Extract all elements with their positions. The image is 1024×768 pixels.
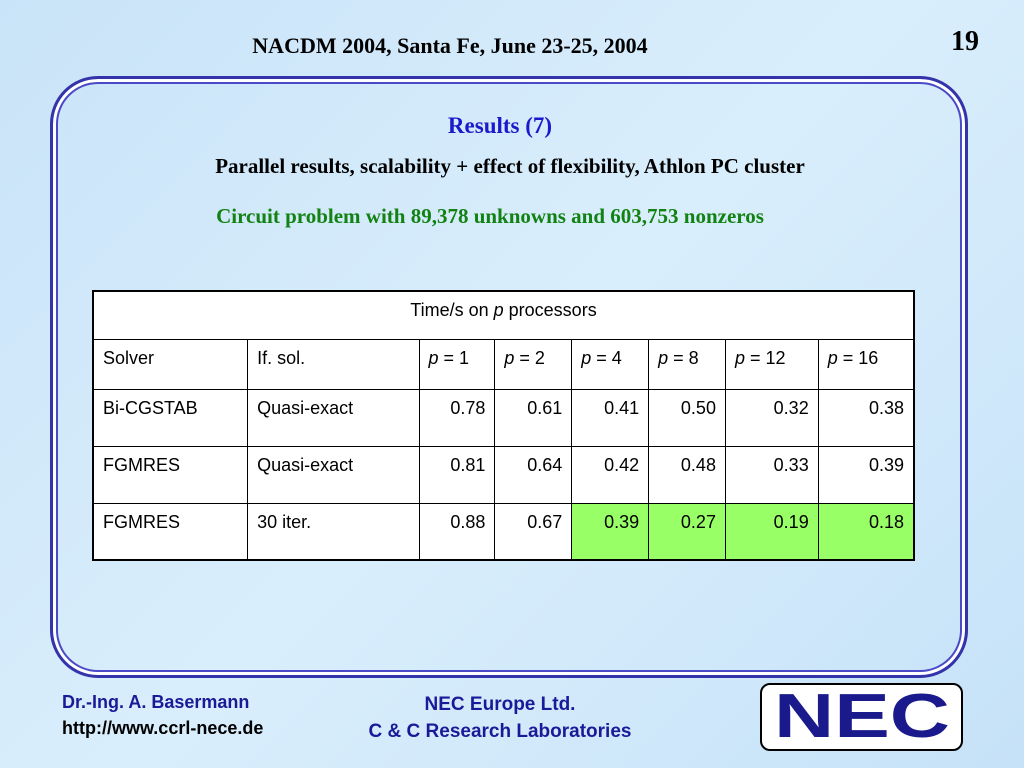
time-cell: 0.88 bbox=[419, 503, 495, 560]
conference-title: NACDM 2004, Santa Fe, June 23-25, 2004 bbox=[252, 33, 648, 58]
table-row bbox=[93, 389, 914, 446]
nec-logo-text: NEC bbox=[773, 690, 950, 744]
table-caption-row bbox=[93, 291, 914, 339]
table-row bbox=[93, 503, 914, 560]
footer-lab: C & C Research Laboratories bbox=[368, 721, 632, 742]
p-variable: p bbox=[827, 347, 838, 368]
time-cell: 0.78 bbox=[419, 389, 495, 446]
slide-number: 19 bbox=[951, 26, 979, 57]
p-count: = 12 bbox=[744, 347, 786, 368]
footer-author: Dr.-Ing. A. Basermann bbox=[62, 692, 250, 712]
slide-title: Results (7) bbox=[447, 113, 553, 138]
time-cell: 0.67 bbox=[495, 503, 572, 560]
p-variable: p bbox=[428, 347, 439, 368]
solver-cell: FGMRES bbox=[93, 503, 248, 560]
p-count: = 8 bbox=[668, 347, 699, 368]
caption-suffix: processors bbox=[503, 300, 597, 320]
time-cell: 0.38 bbox=[818, 389, 914, 446]
slide-subtitle: Parallel results, scalability + effect of flexibility, Athlon PC cluster bbox=[215, 154, 805, 178]
time-cell: 0.39 bbox=[818, 446, 914, 503]
caption-variable: p bbox=[493, 300, 504, 320]
time-cell: 0.42 bbox=[572, 446, 649, 503]
header-solver: Solver bbox=[93, 339, 248, 389]
problem-description: Circuit problem with 89,378 unknowns and 603,753 nonzeros bbox=[216, 204, 764, 228]
nec-logo-mark bbox=[769, 690, 955, 744]
highlighted-time-cell: 0.19 bbox=[725, 503, 818, 560]
footer-url[interactable]: http://www.ccrl-nece.de bbox=[62, 718, 264, 738]
header-p12 bbox=[725, 339, 818, 389]
header-p4 bbox=[572, 339, 649, 389]
if-sol-cell: Quasi-exact bbox=[248, 389, 419, 446]
results-table bbox=[92, 290, 915, 561]
header-if-sol: If. sol. bbox=[248, 339, 419, 389]
solver-cell: Bi-CGSTAB bbox=[93, 389, 248, 446]
caption-prefix: Time/s on bbox=[410, 300, 494, 320]
p-variable: p bbox=[734, 347, 745, 368]
time-cell: 0.64 bbox=[495, 446, 572, 503]
header-p16 bbox=[818, 339, 914, 389]
highlighted-time-cell: 0.18 bbox=[818, 503, 914, 560]
time-cell: 0.61 bbox=[495, 389, 572, 446]
time-cell: 0.48 bbox=[649, 446, 726, 503]
time-cell: 0.41 bbox=[572, 389, 649, 446]
p-variable: p bbox=[658, 347, 669, 368]
p-variable: p bbox=[581, 347, 592, 368]
header-p8 bbox=[649, 339, 726, 389]
table-row bbox=[93, 446, 914, 503]
p-count: = 4 bbox=[591, 347, 622, 368]
p-count: = 16 bbox=[837, 347, 879, 368]
time-cell: 0.81 bbox=[419, 446, 495, 503]
if-sol-cell: Quasi-exact bbox=[248, 446, 419, 503]
solver-cell: FGMRES bbox=[93, 446, 248, 503]
table-caption bbox=[93, 291, 914, 339]
time-cell: 0.50 bbox=[649, 389, 726, 446]
time-cell: 0.32 bbox=[725, 389, 818, 446]
footer-company: NEC Europe Ltd. bbox=[424, 694, 576, 715]
table-header-row bbox=[93, 339, 914, 389]
if-sol-cell: 30 iter. bbox=[248, 503, 419, 560]
p-count: = 1 bbox=[438, 347, 470, 368]
highlighted-time-cell: 0.27 bbox=[649, 503, 726, 560]
header-p1 bbox=[419, 339, 495, 389]
p-variable: p bbox=[504, 347, 515, 368]
nec-logo bbox=[760, 683, 963, 751]
p-count: = 2 bbox=[514, 347, 545, 368]
time-cell: 0.33 bbox=[725, 446, 818, 503]
header-p2 bbox=[495, 339, 572, 389]
highlighted-time-cell: 0.39 bbox=[572, 503, 649, 560]
